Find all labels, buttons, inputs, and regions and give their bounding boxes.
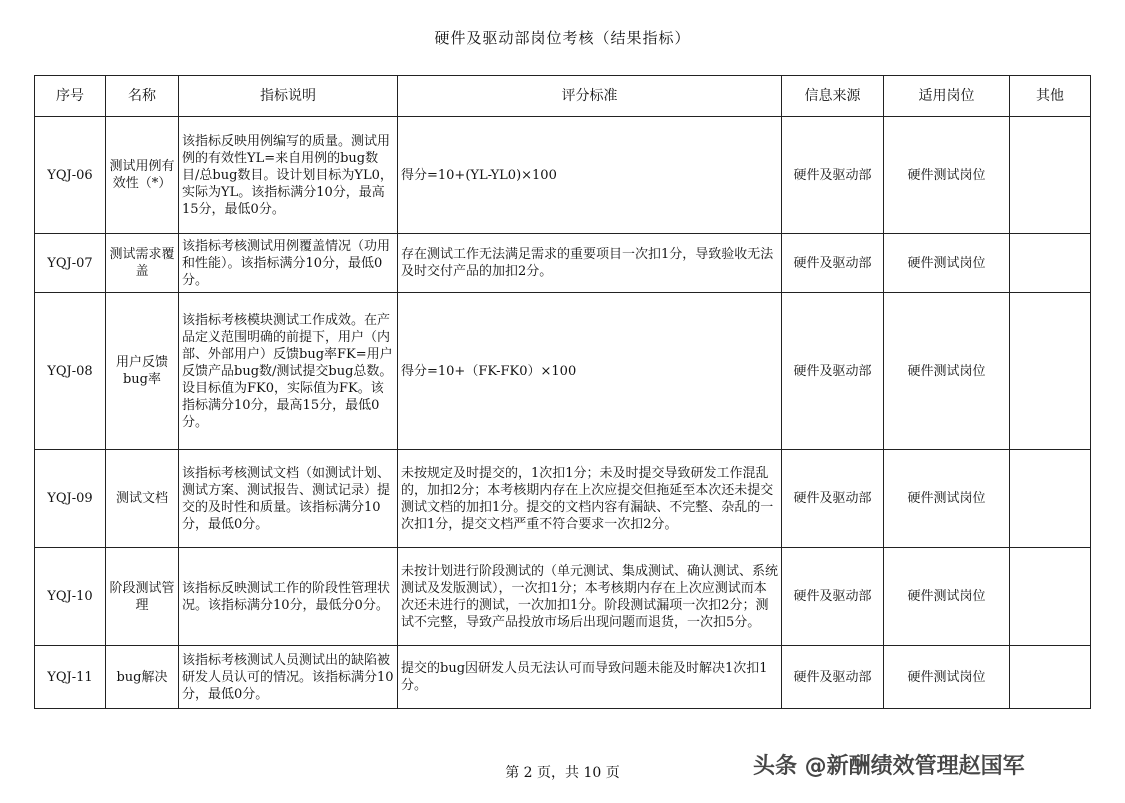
cell-name: bug解决 (106, 646, 179, 709)
page-title: 硬件及驱动部岗位考核（结果指标） (434, 29, 691, 47)
cell-name: 测试文档 (106, 450, 179, 548)
cell-description: 该指标考核测试用例覆盖情况（功用和性能）。该指标满分10分，最低0分。 (179, 234, 398, 293)
cell-scoring: 提交的bug因研发人员无法认可而导致问题未能及时解决1次扣1分。 (398, 646, 782, 709)
watermark: 头条 @新酬绩效管理赵国军 (753, 754, 1025, 779)
cell-position: 硬件测试岗位 (884, 548, 1010, 646)
page-footer: 第 2 页，共 10 页 (505, 765, 620, 781)
cell-description: 该指标反映测试工作的阶段性管理状况。该指标满分10分，最低分0分。 (179, 548, 398, 646)
cell-other (1010, 646, 1091, 709)
cell-id: YQJ-06 (35, 117, 106, 234)
header-scoring: 评分标准 (398, 76, 782, 117)
table-header-row (35, 76, 1091, 117)
cell-scoring: 得分=10+(YL-YL0)×100 (398, 117, 782, 234)
cell-scoring: 存在测试工作无法满足需求的重要项目一次扣1分，导致验收无法及时交付产品的加扣2分。 (398, 234, 782, 293)
cell-position: 硬件测试岗位 (884, 293, 1010, 450)
header-name: 名称 (106, 76, 179, 117)
cell-other (1010, 548, 1091, 646)
kpi-table (34, 75, 1091, 709)
cell-name: 测试需求覆盖 (106, 234, 179, 293)
cell-position: 硬件测试岗位 (884, 117, 1010, 234)
cell-source: 硬件及驱动部 (782, 234, 884, 293)
cell-id: YQJ-10 (35, 548, 106, 646)
header-id: 序号 (35, 76, 106, 117)
table-row (35, 117, 1091, 234)
header-position: 适用岗位 (884, 76, 1010, 117)
cell-description: 该指标考核测试文档（如测试计划、测试方案、测试报告、测试记录）提交的及时性和质量。该指标满分10分，最低0分。 (179, 450, 398, 548)
cell-description: 该指标考核模块测试工作成效。在产品定义范围明确的前提下，用户（内部、外部用户）反馈bug率FK=用户反馈产品bug数/测试提交bug总数。设目标值为FK0，实际值为FK。该指标满分10分，最高15分，最低0分。 (179, 293, 398, 450)
cell-id: YQJ-11 (35, 646, 106, 709)
cell-source: 硬件及驱动部 (782, 117, 884, 234)
cell-position: 硬件测试岗位 (884, 450, 1010, 548)
cell-scoring: 得分=10+（FK-FK0）×100 (398, 293, 782, 450)
cell-id: YQJ-08 (35, 293, 106, 450)
cell-other (1010, 117, 1091, 234)
cell-name: 用户反馈bug率 (106, 293, 179, 450)
cell-description: 该指标考核测试人员测试出的缺陷被研发人员认可的情况。该指标满分10分，最低0分。 (179, 646, 398, 709)
cell-scoring: 未按规定及时提交的，1次扣1分；未及时提交导致研发工作混乱的，加扣2分；本考核期内存在上次应提交但拖延至本次还未提交测试文档的加扣1分。提交的文档内容有漏缺、不完整、杂乱的一次扣1分，提交文档严重不符合要求一次扣2分。 (398, 450, 782, 548)
cell-description: 该指标反映用例编写的质量。测试用例的有效性YL=来自用例的bug数目/总bug数目。设计划目标为YL0，实际为YL。该指标满分10分，最高15分，最低0分。 (179, 117, 398, 234)
cell-source: 硬件及驱动部 (782, 293, 884, 450)
cell-position: 硬件测试岗位 (884, 646, 1010, 709)
cell-id: YQJ-07 (35, 234, 106, 293)
table-row (35, 646, 1091, 709)
table-row (35, 450, 1091, 548)
cell-source: 硬件及驱动部 (782, 646, 884, 709)
table-row (35, 293, 1091, 450)
cell-position: 硬件测试岗位 (884, 234, 1010, 293)
cell-name: 测试用例有效性（*） (106, 117, 179, 234)
header-source: 信息来源 (782, 76, 884, 117)
cell-other (1010, 293, 1091, 450)
header-description: 指标说明 (179, 76, 398, 117)
cell-source: 硬件及驱动部 (782, 548, 884, 646)
header-other: 其他 (1010, 76, 1091, 117)
cell-id: YQJ-09 (35, 450, 106, 548)
table-row (35, 234, 1091, 293)
table-row (35, 548, 1091, 646)
cell-source: 硬件及驱动部 (782, 450, 884, 548)
cell-name: 阶段测试管理 (106, 548, 179, 646)
cell-scoring: 未按计划进行阶段测试的（单元测试、集成测试、确认测试、系统测试及发版测试），一次扣1分；本考核期内存在上次应测试而本次还未进行的测试，一次加扣1分。阶段测试漏项一次扣2分；测试不完整，导致产品投放市场后出现问题而退货，一次扣5分。 (398, 548, 782, 646)
cell-other (1010, 450, 1091, 548)
cell-other (1010, 234, 1091, 293)
